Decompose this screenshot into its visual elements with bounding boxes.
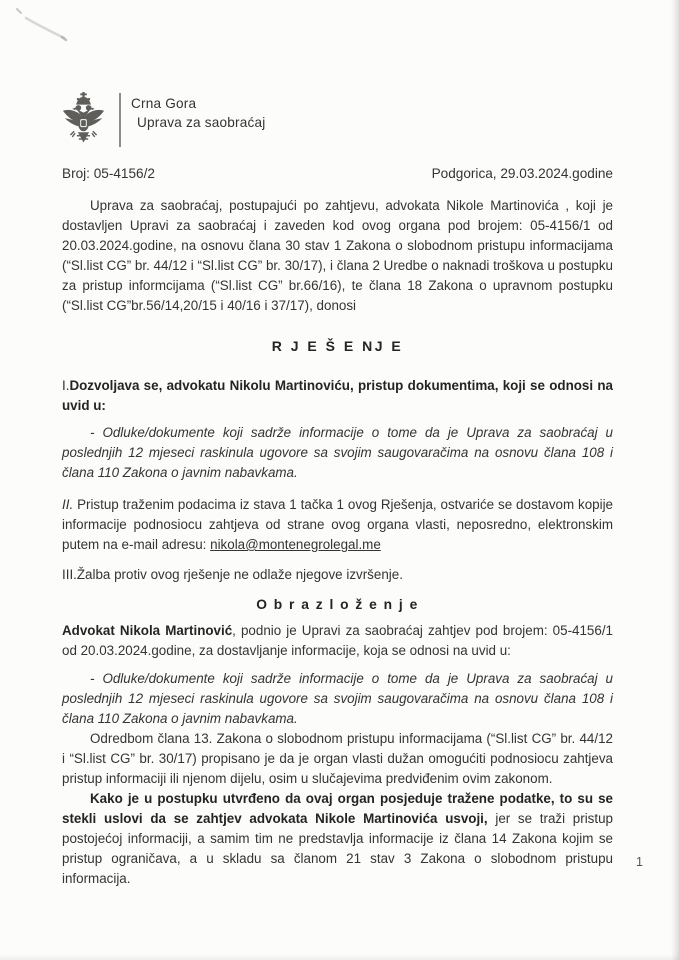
resolution-item-3: III.Žalba protiv ovog rješenje ne odlaže njegove izvršenje. [62, 567, 403, 582]
reference-number: Broj: 05-4156/2 [62, 166, 155, 181]
country-name: Crna Gora [131, 96, 197, 111]
montenegro-coat-of-arms-icon [60, 92, 107, 150]
item-2-text: Pristup traženim podacima iz stava 1 tačka 1 ovog Rješenja, ostvariće se dostavom kopije informacije podnosiocu zahtjeva od strane ovog organa vlasti, neposredno, elektronskim putem na e-mail adresu: [62, 497, 613, 552]
explanation-request-detail: - Odluke/dokumente koji sadrže informacije o tome da je Uprava za saobraćaj u poslednjih 12 mjeseci raskinula ugovore sa svojim saugovaračima na osnovu člana 108 i člana 110 Zakona o javnim nabavkama. [62, 671, 613, 726]
page-number: 1 [636, 855, 643, 869]
resolution-item-1 [62, 376, 613, 416]
letterhead-divider [119, 93, 121, 147]
letterhead [60, 92, 265, 150]
item-1-numeral: I. [62, 378, 70, 393]
item-1-text: Dozvoljava se, advokatu Nikolu Martinoviću, pristup dokumentima, koji se odnosi na uvid u: [62, 378, 613, 413]
document-title: R J E Š E NJ E [271, 338, 404, 354]
explanation-paragraph-4-text: jer se traži pristup postojećoj informaciji, a samim tim ne predstavlja informacije iz člana 14 Zakona kojim se pristup ograničava, a u skladu sa članom 21 stav 3 Zakona o slobodnom pristupu informacija. [62, 811, 613, 886]
document-body [62, 196, 613, 889]
resolution-item-2 [62, 495, 613, 555]
resolution-item-1-detail: - Odluke/dokumente koji sadrže informacije o tome da je Uprava za saobraćaj u poslednjih 12 mjeseci raskinula ugovore sa svojim saugovaračima na osnovu člana 108 i člana 110 Zakona o javnim nabavkama. [62, 425, 613, 480]
explanation-paragraph-1-text: , podnio je Upravi za saobraćaj zahtjev pod brojem: 05-4156/1 od 20.03.2024.godine, za dostavljanje informacije, koja se odnosi na uvid u: [62, 623, 613, 658]
explanation-paragraph-1 [62, 621, 613, 661]
place-and-date: Podgorica, 29.03.2024.godine [431, 166, 613, 181]
organization-name: Uprava za saobraćaj [137, 115, 266, 130]
explanation-heading: O b r a z l o ž e n j e [256, 597, 419, 612]
intro-paragraph: Uprava za saobraćaj, postupajući po zahtjevu, advokata Nikole Martinovića , koji je dostavljen Upravi za saobraćaj i zaveden kod ovog organa pod brojem: 05-4156/1 od 20.03.2024.godine, na osnovu člana 30 stav 1 Zakona o slobodnom pristupu informacijama (“Sl.list CG” br. 44/12 i “Sl.list CG” br. 30/17), i člana 2 Uredbe o naknadi troškova u postupku za pristup informcijama (“Sl.list CG” br.66/16), te člana 18 Zakona o upravnom postupku (“Sl.list CG”br.56/14,20/15 i 40/16 i 37/17), donosi [62, 198, 613, 313]
pencil-scribble-mark [12, 6, 82, 51]
email-address: nikola@montenegrolegal.me [210, 537, 381, 552]
explanation-paragraph-4 [62, 789, 613, 889]
reference-row [62, 166, 613, 181]
advocate-name: Advokat Nikola Martinović [62, 623, 233, 638]
explanation-paragraph-4-bold: Kako je u postupku utvrđeno da ovaj organ posjeduje tražene podatke, to su se stekli uslovi da se zahtjev advokata Nikole Martinovića usvoji, [62, 791, 613, 826]
explanation-paragraph-3: Odredbom člana 13. Zakona o slobodnom pristupu informacijama (“Sl.list CG” br. 44/12 i “Sl.list CG” br. 30/17) propisano je da je organ vlasti dužan omogućiti podnosiocu zahtjeva pristup informaciji ili njenom dijelu, osim u slučajevima predviđenim ovim zakonom. [62, 731, 613, 786]
item-2-numeral: II. [62, 497, 74, 512]
